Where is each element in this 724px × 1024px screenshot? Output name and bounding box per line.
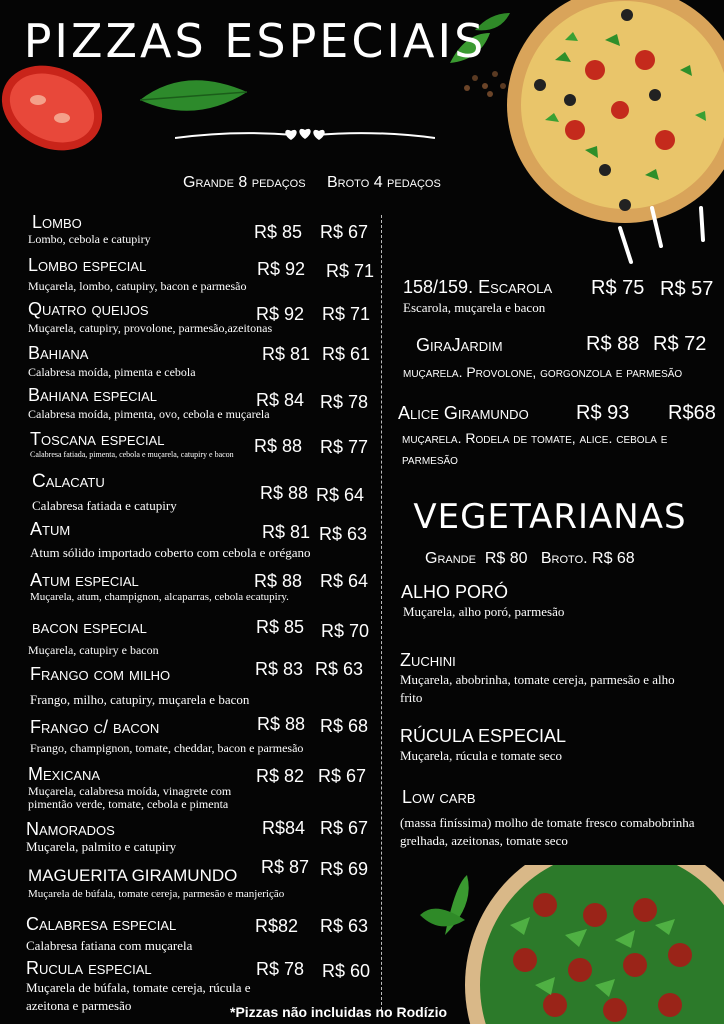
- item-price-grande: R$ 78: [256, 959, 305, 979]
- item-desc: Muçarela, catupiry, provolone, parmesão,azeitonas: [28, 321, 273, 335]
- item-price-grande: R$ 87: [261, 857, 310, 877]
- item-name: 158/159. Escarola: [403, 277, 553, 297]
- item-price-grande: R$ 83: [255, 659, 304, 679]
- item-desc: Calabresa fatiada e catupiry: [32, 498, 177, 513]
- vegetarian-price-line: Grande R$ 80 Broto. R$ 68: [425, 550, 635, 567]
- vegetarian-pizza-image-icon: [415, 865, 724, 1024]
- item-price-broto: R$68: [668, 402, 716, 424]
- item-price-grande: R$ 88: [254, 436, 303, 456]
- item-desc: Muçarela, palmito e catupiry: [26, 839, 177, 854]
- item-desc: Muçarela, atum, champignon, alcaparras, cebola ecatupiry.: [30, 591, 289, 603]
- item-price-grande: R$ 81: [262, 344, 311, 364]
- item-price-broto: R$ 64: [316, 485, 365, 505]
- menu-item: [400, 726, 700, 765]
- item-desc: Calabresa moída, pimenta, ovo, cebola e muçarela: [28, 407, 270, 421]
- item-desc: Lombo, cebola e catupiry: [28, 232, 151, 246]
- hearts-divider-icon: [175, 126, 435, 144]
- item-desc: Calabresa fatiada, pimenta, cebola e muçarela, catupiry e bacon: [30, 450, 234, 459]
- item-name: Low carb: [402, 787, 476, 807]
- item-price-grande: R$ 85: [256, 617, 305, 637]
- menu-item: [400, 650, 700, 707]
- item-desc: muçarela. Provolone, gorgonzola e parmesão: [403, 364, 683, 380]
- menu-item: [28, 212, 258, 246]
- item-name: Bahiana especial: [28, 385, 157, 405]
- item-price-broto: R$ 71: [326, 261, 375, 281]
- item-desc: (massa finíssima) molho de tomate fresco comabobrinha grelhada, azeitonas, tomate seco: [400, 815, 695, 848]
- item-price-grande: R$ 93: [576, 402, 630, 424]
- item-price-grande: R$ 88: [254, 571, 303, 591]
- item-desc: Frango, milho, catupiry, muçarela e bacon: [30, 692, 250, 707]
- item-price-grande: R$82: [255, 916, 299, 936]
- item-desc: Calabresa fatiana com muçarela: [26, 938, 193, 953]
- item-desc: Muçarela de búfala, tomate cereja, rúcula e azeitona e parmesão: [26, 980, 251, 1013]
- item-price-grande: R$ 75: [591, 277, 645, 299]
- footer-note: *Pizzas não incluidas no Rodízio: [230, 1004, 448, 1020]
- item-name: Alice Giramundo: [398, 403, 529, 423]
- pizza-image-icon: [505, 0, 724, 225]
- item-price-broto: R$ 60: [322, 961, 371, 981]
- item-price-grande: R$ 85: [254, 222, 303, 242]
- item-price-broto: R$ 63: [319, 524, 368, 544]
- item-price-grande: R$ 88: [257, 714, 306, 734]
- item-name: Toscana especial: [30, 429, 165, 449]
- decoration-lines-icon: [615, 200, 715, 265]
- menu-item: [30, 717, 360, 755]
- item-name: Rucula especial: [26, 958, 152, 978]
- item-name: Namorados: [26, 819, 115, 839]
- item-desc: muçarela. Rodela de tomate, alice. cebola e parmesão: [402, 430, 668, 467]
- menu-item: [28, 764, 258, 811]
- item-price-broto: R$ 63: [315, 659, 364, 679]
- item-desc: Muçarela, alho poró, parmesão: [403, 604, 565, 619]
- menu-item: [28, 617, 248, 657]
- item-price-broto: R$ 71: [322, 304, 371, 324]
- menu-item: [403, 277, 603, 314]
- item-price-broto: R$ 57: [660, 278, 714, 300]
- item-price-broto: R$ 67: [320, 818, 369, 838]
- menu-item: [26, 914, 256, 952]
- item-desc: Muçarela, lombo, catupiry, bacon e parmesão: [28, 279, 247, 293]
- item-price-grande: R$ 84: [256, 390, 305, 410]
- menu-item: [401, 582, 701, 621]
- basil-leaf-icon: [135, 70, 255, 120]
- item-price-broto: R$ 67: [318, 766, 367, 786]
- tomato-slice-icon: [0, 60, 110, 160]
- menu-item: [26, 819, 256, 853]
- menu-item: [32, 471, 262, 512]
- item-desc: Muçarela de búfala, tomate cereja, parmesão e manjerição: [28, 888, 285, 900]
- menu-item: [398, 403, 698, 470]
- item-price-grande: R$ 88: [586, 333, 640, 355]
- item-name: Frango c/ bacon: [30, 717, 160, 737]
- column-divider: [381, 215, 382, 1010]
- item-name: RÚCULA ESPECIAL: [400, 726, 567, 746]
- vegetarian-section-title: VEGETARIANAS: [413, 497, 687, 537]
- item-name: Calabresa especial: [26, 914, 177, 934]
- item-price-broto: R$ 78: [320, 392, 369, 412]
- item-price-grande: R$ 92: [257, 259, 306, 279]
- item-desc: Muçarela, calabresa moída, vinagrete com pimentão verde, tomate, cebola e pimenta: [28, 784, 232, 811]
- item-name: Zuchini: [400, 650, 456, 670]
- item-desc: Muçarela, catupiry e bacon: [28, 643, 159, 657]
- item-name: GiraJardim: [416, 335, 503, 355]
- item-name: Frango com milho: [30, 664, 171, 684]
- item-price-broto: R$ 70: [321, 621, 370, 641]
- item-name: Atum: [30, 519, 71, 539]
- item-name: ALHO PORÓ: [401, 582, 509, 602]
- item-price-broto: R$ 68: [320, 716, 369, 736]
- item-name: Lombo especial: [28, 255, 147, 275]
- size-broto-label: Broto 4 pedaços: [327, 174, 441, 191]
- item-name: MAGUERITA GIRAMUNDO: [28, 866, 238, 885]
- item-price-broto: R$ 69: [320, 859, 369, 879]
- page-title: PIZZAS ESPECIAIS: [23, 14, 487, 68]
- item-desc: Calabresa moída, pimenta e cebola: [28, 365, 196, 379]
- item-name: Mexicana: [28, 764, 101, 784]
- item-desc: Atum sólido importado coberto com cebola e orégano: [30, 545, 311, 560]
- item-price-broto: R$ 72: [653, 333, 707, 355]
- item-desc: Muçarela, rúcula e tomate seco: [400, 748, 563, 763]
- item-name: Lombo: [32, 212, 82, 232]
- item-price-broto: R$ 77: [320, 437, 369, 457]
- item-price-broto: R$ 63: [320, 916, 369, 936]
- item-price-broto: R$ 67: [320, 222, 369, 242]
- menu-item: [400, 787, 700, 850]
- item-price-grande: R$ 92: [256, 304, 305, 324]
- size-grande-label: Grande 8 pedaços: [183, 174, 306, 191]
- item-price-grande: R$ 81: [262, 522, 311, 542]
- item-name: bacon especial: [32, 617, 147, 637]
- item-price-broto: R$ 64: [320, 571, 369, 591]
- item-price-grande: R$ 82: [256, 766, 305, 786]
- item-name: Atum especial: [30, 570, 139, 590]
- item-name: Quatro queijos: [28, 299, 149, 319]
- item-price-broto: R$ 61: [322, 344, 371, 364]
- item-desc: Frango, champignon, tomate, cheddar, bacon e parmesão: [30, 741, 304, 755]
- item-price-grande: R$84: [262, 818, 306, 838]
- item-name: Bahiana: [28, 343, 89, 363]
- item-desc: Muçarela, abobrinha, tomate cereja, parmesão e alho frito: [400, 672, 675, 705]
- item-desc: Escarola, muçarela e bacon: [403, 300, 546, 315]
- item-name: Calacatu: [32, 471, 105, 492]
- item-price-grande: R$ 88: [260, 483, 309, 503]
- menu-item: [28, 343, 268, 379]
